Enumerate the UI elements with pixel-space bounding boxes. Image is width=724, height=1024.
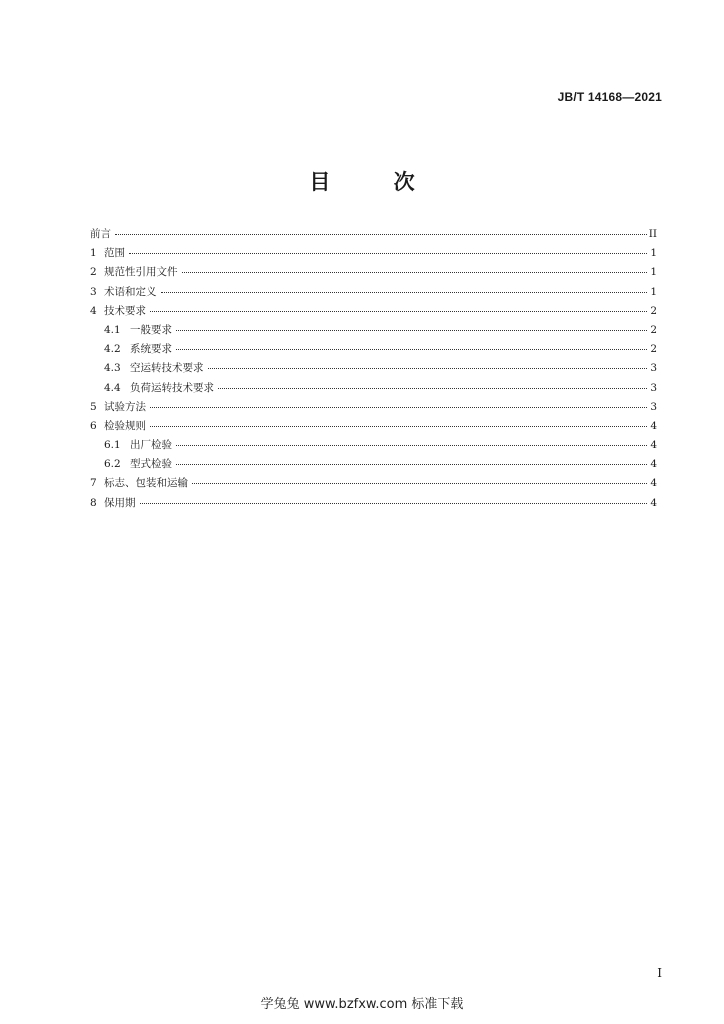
- toc-entry[interactable]: [90, 245, 657, 264]
- toc-dot-leader: [140, 503, 648, 504]
- toc-title: 目 次: [309, 169, 443, 194]
- toc-entry[interactable]: [90, 226, 657, 245]
- toc-dot-leader: [192, 483, 647, 484]
- toc-entry-page: 4: [650, 477, 657, 490]
- toc-entry-number: 3: [90, 285, 97, 298]
- toc-entry[interactable]: [90, 456, 657, 475]
- toc-entry-page: 3: [650, 400, 657, 413]
- toc-dot-leader: [115, 234, 647, 235]
- toc-entry[interactable]: [90, 418, 657, 437]
- standard-number: JB/T 14168—2021: [557, 90, 662, 104]
- toc-entry[interactable]: [90, 284, 657, 303]
- toc-entry-number: 7: [90, 477, 97, 490]
- toc-entry-page: 3: [650, 362, 657, 375]
- toc-entry[interactable]: [90, 475, 657, 494]
- toc-entry-page: 2: [650, 343, 657, 356]
- toc-entry[interactable]: [90, 360, 657, 379]
- toc-dot-leader: [161, 292, 648, 293]
- toc-entry-number: 4.1: [104, 323, 121, 336]
- toc-entry[interactable]: [90, 437, 657, 456]
- toc-entry-label: 范围: [104, 247, 125, 260]
- toc-entry-number: 8: [90, 496, 97, 509]
- toc-entry-label: 出厂检验: [130, 439, 172, 452]
- toc-entry-label: 试验方法: [104, 400, 146, 413]
- toc-entry-number: 6: [90, 419, 97, 432]
- watermark-text: 学兔兔 www.bzfxw.com 标准下载: [260, 997, 464, 1012]
- toc-entry[interactable]: [90, 303, 657, 322]
- toc-entry[interactable]: [90, 322, 657, 341]
- toc-entry-label: 检验规则: [104, 419, 146, 432]
- toc-entry-number: 4.2: [104, 343, 121, 356]
- toc-entry[interactable]: [90, 495, 657, 514]
- toc-entry[interactable]: [90, 264, 657, 283]
- toc-dot-leader: [176, 464, 647, 465]
- toc-entry-page: 4: [650, 419, 657, 432]
- toc-entry-page: 1: [650, 285, 657, 298]
- table-of-contents: [90, 226, 657, 514]
- toc-entry-label: 前言: [90, 228, 111, 240]
- toc-entry-page: 4: [650, 496, 657, 509]
- toc-entry-page: 4: [650, 439, 657, 452]
- toc-dot-leader: [182, 272, 648, 273]
- toc-dot-leader: [208, 368, 648, 369]
- toc-dot-leader: [176, 349, 647, 350]
- toc-entry-page: 3: [650, 381, 657, 394]
- toc-entry-page: 1: [650, 266, 657, 279]
- toc-entry-label: 空运转技术要求: [130, 362, 204, 375]
- toc-entry-label: 负荷运转技术要求: [130, 381, 214, 394]
- toc-entry-number: 4: [90, 304, 97, 317]
- toc-entry-page: 1: [650, 247, 657, 260]
- toc-entry[interactable]: [90, 341, 657, 360]
- toc-entry-label: 术语和定义: [104, 285, 157, 298]
- toc-entry[interactable]: [90, 380, 657, 399]
- toc-entry-page: 4: [650, 458, 657, 471]
- toc-entry-label: 技术要求: [104, 304, 146, 317]
- toc-entry-number: 4.3: [104, 362, 121, 375]
- toc-entry-label: 一般要求: [130, 323, 172, 336]
- toc-entry-number: 4.4: [104, 381, 121, 394]
- toc-entry-label: 保用期: [104, 496, 136, 509]
- toc-entry-number: 2: [90, 266, 97, 279]
- toc-entry-page: 2: [650, 304, 657, 317]
- toc-entry-label: 型式检验: [130, 458, 172, 471]
- toc-entry-number: 6.1: [104, 439, 121, 452]
- toc-dot-leader: [176, 445, 647, 446]
- toc-entry-number: 1: [90, 247, 97, 260]
- toc-dot-leader: [129, 253, 647, 254]
- toc-entry-page: 2: [650, 323, 657, 336]
- toc-dot-leader: [150, 311, 647, 312]
- toc-entry-label: 标志、包装和运输: [104, 477, 188, 490]
- toc-dot-leader: [218, 388, 647, 389]
- toc-dot-leader: [150, 407, 647, 408]
- toc-dot-leader: [176, 330, 647, 331]
- toc-entry-label: 系统要求: [130, 343, 172, 356]
- toc-entry[interactable]: [90, 399, 657, 418]
- toc-entry-number: 5: [90, 400, 97, 413]
- toc-dot-leader: [150, 426, 647, 427]
- page-number: I: [657, 966, 662, 980]
- toc-entry-label: 规范性引用文件: [104, 266, 178, 279]
- toc-entry-number: 6.2: [104, 458, 121, 471]
- toc-entry-page: II: [648, 228, 657, 240]
